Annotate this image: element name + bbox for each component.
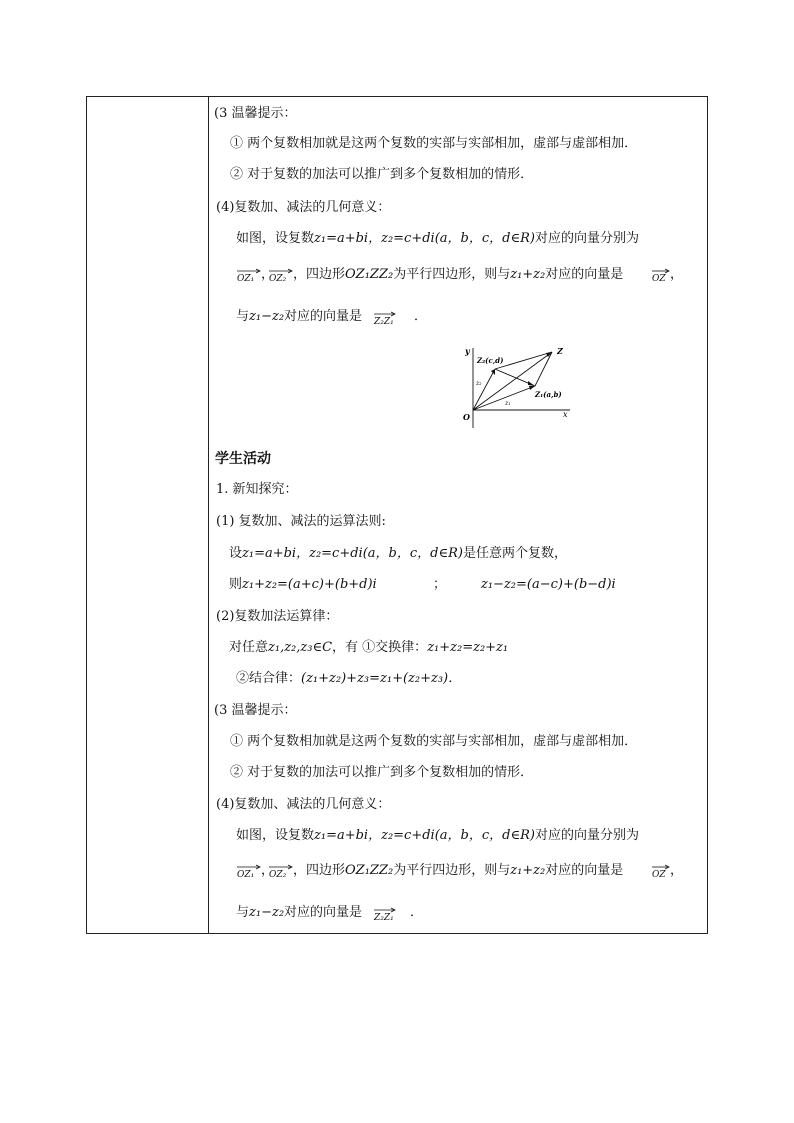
law-line2: ②结合律：(z₁+z₂)+z₃=z₁+(z₂+z₃)．	[236, 671, 462, 686]
geo-heading-2: (4)复数加、减法的几何意义：	[216, 797, 391, 812]
comma-sep-1: ，	[261, 267, 275, 282]
vector-oz2-2: OZ₂	[269, 870, 293, 880]
geo-heading-1: (4)复数加、减法的几何意义：	[216, 200, 391, 215]
geo-line1-math: z₁=a+bi，z₂=c+di(a，b，c，d∈R)	[314, 231, 535, 246]
column-divider	[208, 97, 209, 933]
small-z2-label: z₂	[476, 380, 482, 387]
vector-oz1-1: OZ₁	[237, 274, 261, 284]
comma-end-2: ，	[670, 863, 684, 878]
geo-line1-2: 如图，设复数z₁=a+bi，z₂=c+di(a，b，c，d∈R)对应的向量分别为	[236, 828, 639, 843]
lesson-table	[86, 96, 708, 934]
item1-text: 1. 新知探究：	[216, 482, 298, 497]
geo-line3-2: 与z₁−z₂对应的向量是	[236, 905, 363, 920]
vector-oz2-1: OZ₂	[269, 274, 293, 284]
geo-line1-1	[236, 231, 639, 247]
vector-oz-1: OZ	[652, 274, 670, 284]
parallelogram-figure	[455, 340, 580, 430]
tips-heading-2: (3 温馨提示：	[214, 703, 297, 718]
point-z-label: Z	[557, 346, 563, 356]
point-z2-label: Z₂(c,d)	[477, 356, 504, 365]
axis-y-label: y	[465, 346, 470, 356]
vector-arrow-icon	[374, 311, 396, 317]
tip1-text-1: ① 两个复数相加就是这两个复数的实部与实部相加，虚部与虚部相加．	[230, 136, 638, 151]
vector-arrow-icon	[269, 864, 293, 870]
geo-line3-end-2: ．	[410, 905, 424, 920]
vector-arrow-icon	[652, 864, 670, 870]
vector-arrow-icon	[652, 268, 670, 274]
tip2-text-2: ② 对于复数的加法可以推广到多个复数相加的情形．	[230, 765, 534, 780]
rule-line2-sum: 则z₁+z₂=(a+c)+(b+d)i	[229, 577, 377, 592]
origin-label: O	[463, 412, 470, 422]
geo-line1-suffix: 对应的向量分别为	[534, 231, 639, 246]
arrowhead-icon	[491, 369, 495, 375]
vector-oz1-line	[473, 386, 535, 410]
side-z2z	[495, 352, 552, 369]
small-z1-label: z₁	[505, 400, 511, 407]
geo-line3-end-1: ．	[414, 309, 428, 324]
vector-oz1-2: OZ₁	[237, 870, 261, 880]
vector-oz-2: OZ	[652, 870, 670, 880]
rule-line1: 设z₁=a+bi，z₂=c+di(a，b，c，d∈R)是任意两个复数，	[229, 546, 567, 561]
side-z1z	[535, 352, 552, 386]
rule-heading: (1) 复数加、减法的运算法则:	[216, 514, 386, 529]
geo-line3-1: 与z₁−z₂对应的向量是	[236, 309, 363, 324]
geo-line2-2: ，四边形OZ₁ZZ₂为平行四边形，则与z₁+z₂对应的向量是	[293, 863, 624, 878]
vector-z2z1-1: Z₂Z₁	[374, 317, 396, 327]
rule-line2-diff: z₁−z₂=(a−c)+(b−d)i	[481, 577, 616, 592]
axis-x-label: x	[563, 410, 568, 419]
tip2-text-1: ② 对于复数的加法可以推广到多个复数相加的情形．	[230, 167, 534, 182]
tips-heading-1: (3 温馨提示：	[214, 106, 297, 121]
vector-arrow-icon	[269, 268, 293, 274]
vector-arrow-icon	[237, 864, 261, 870]
comma-sep-2: ，	[261, 863, 275, 878]
law-heading: (2)复数加法运算律：	[216, 609, 339, 624]
comma-end-1: ，	[670, 267, 684, 282]
vector-arrow-icon	[374, 907, 396, 913]
vector-z2z1-2: Z₂Z₁	[374, 913, 396, 923]
geo-line1-prefix: 如图，设复数	[236, 231, 315, 246]
tip1-text-2: ① 两个复数相加就是这两个复数的实部与实部相加，虚部与虚部相加．	[230, 734, 638, 749]
vector-oz2-line	[473, 369, 495, 410]
section-title: 学生活动	[215, 451, 271, 467]
vector-arrow-icon	[237, 268, 261, 274]
law-line1: 对任意z₁,z₂,z₃∈C，有 ①交换律：z₁+z₂=z₂+z₁	[229, 640, 509, 655]
rule-line2-sep: ；	[433, 577, 447, 592]
geo-line2-1: ，四边形OZ₁ZZ₂为平行四边形，则与z₁+z₂对应的向量是	[293, 267, 624, 282]
point-z1-label: Z₁(a,b)	[535, 390, 562, 399]
